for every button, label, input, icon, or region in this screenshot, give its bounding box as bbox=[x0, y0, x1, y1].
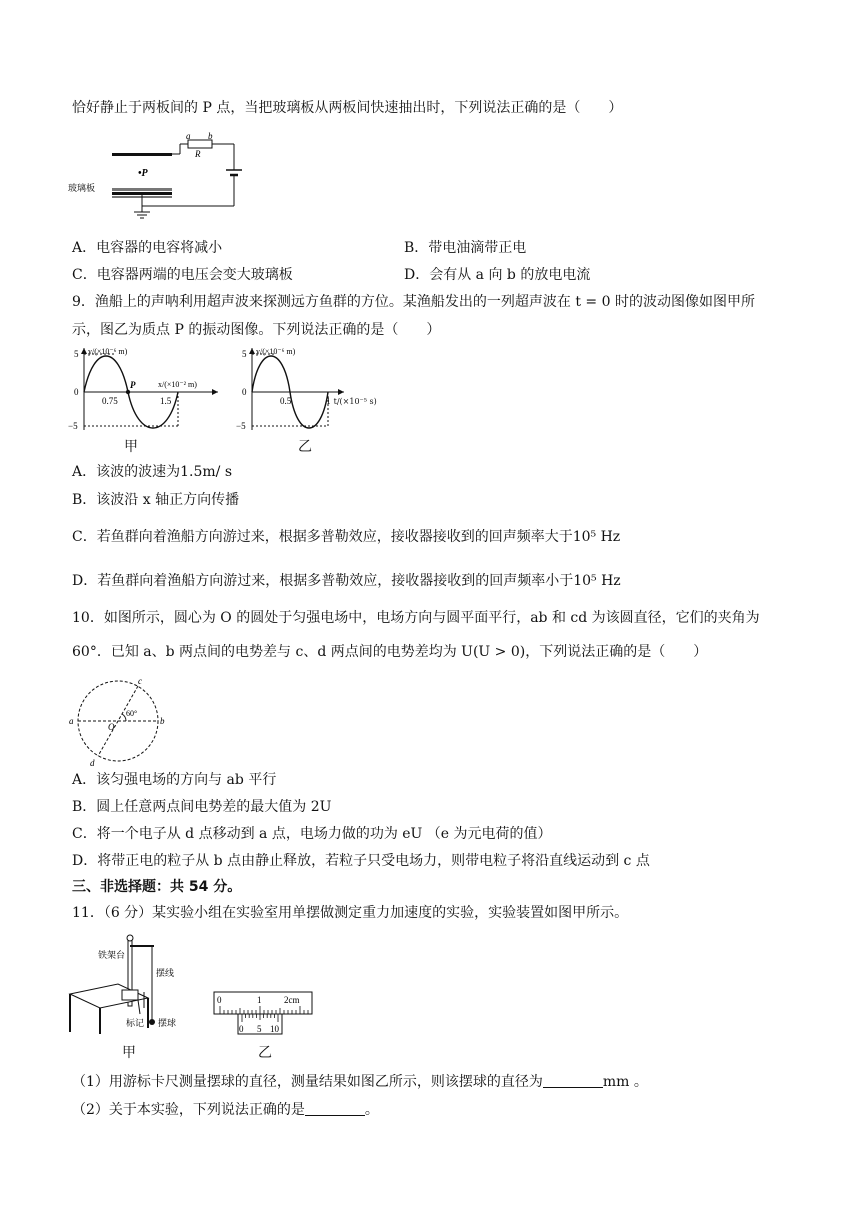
q9-jia-caption: 甲 bbox=[124, 439, 138, 455]
q8-option-c: C．电容器两端的电压会变大玻璃板 bbox=[72, 267, 293, 283]
q8-fig-label-b: b bbox=[208, 131, 213, 141]
q11-stem: 11．（6 分）某实验小组在实验室用单摆做测定重力加速度的实验，实验装置如图甲所示。 bbox=[72, 905, 629, 921]
q11-vernier-vern-0: 0 bbox=[239, 1024, 244, 1034]
q10-fig-angle: 60° bbox=[126, 709, 138, 718]
q11-sub1-answer-blank[interactable] bbox=[543, 1073, 603, 1088]
q9-jia-tick-5: 5 bbox=[74, 349, 79, 359]
q11-pendulum-figure bbox=[68, 928, 188, 1038]
q11-vernier-figure bbox=[212, 988, 316, 1038]
q8-option-a: A．电容器的电容将减小 bbox=[72, 240, 223, 256]
q11-sub2-text: （2）关于本实验，下列说法正确的是 bbox=[72, 1102, 305, 1118]
q11-vernier-vern-10: 10 bbox=[270, 1024, 279, 1034]
q11-sub1-text: （1）用游标卡尺测量摆球的直径，测量结果如图乙所示，则该摆球的直径为 bbox=[72, 1074, 543, 1090]
q9-option-a: A．该波的波速为1.5m/ s bbox=[72, 464, 233, 480]
q8-option-d: D．会有从 a 向 b 的放电电流 bbox=[404, 267, 591, 283]
q11-fig-string: 摆线 bbox=[156, 968, 175, 978]
q9-yi-t-label-wrap bbox=[326, 397, 377, 406]
q10-circle-figure bbox=[66, 674, 170, 768]
q9-yi-tick-05: 0.5 bbox=[280, 396, 292, 406]
q11-yi-caption: 乙 bbox=[258, 1045, 272, 1061]
q9-yi-caption: 乙 bbox=[298, 439, 312, 455]
q10-stem-line2: 60°．已知 a、b 两点间的电势差与 c、d 两点间的电势差均为 U(U > 0)，下列说法正确的是（ ） bbox=[72, 644, 708, 660]
q10-option-a: A．该匀强电场的方向与 ab 平行 bbox=[72, 772, 277, 788]
q10-fig-c: c bbox=[138, 676, 142, 686]
q10-option-d: D．将带正电的粒子从 b 点由静止释放，若粒子只受电场力，则带电粒子将沿直线运动到 c 点 bbox=[72, 853, 650, 869]
q8-fig-label-r: R bbox=[195, 149, 201, 159]
q11-sub2 bbox=[72, 1100, 379, 1120]
q8-stem: 恰好静止于两板间的 P 点，当把玻璃板从两板间快速抽出时，下列说法正确的是（ ） bbox=[72, 100, 623, 116]
q11-sub2-answer-blank[interactable] bbox=[305, 1101, 365, 1116]
q10-fig-d: d bbox=[90, 758, 95, 768]
q9-wave-graph-jia bbox=[68, 344, 228, 432]
q9-jia-y-label: y/(×10⁻⁶ m) bbox=[88, 347, 128, 356]
q8-fig-label-glass: 玻璃板 bbox=[68, 183, 96, 193]
q8-fig-label-a: a bbox=[186, 131, 191, 141]
q9-vibration-graph-yi bbox=[236, 344, 356, 432]
q10-stem-line1: 10．如图所示，圆心为 O 的圆处于匀强电场中，电场方向与圆平面平行，ab 和 cd 为该圆直径，它们的夹角为 bbox=[72, 610, 760, 626]
q10-fig-b: b bbox=[160, 716, 165, 726]
q9-option-c: C．若鱼群向着渔船方向游过来，根据多普勒效应，接收器接收到的回声频率大于10⁵ Hz bbox=[72, 529, 621, 545]
q11-sub1-unit: mm 。 bbox=[602, 1074, 648, 1090]
q9-yi-y-label: y/(×10⁻⁶ m) bbox=[256, 347, 296, 356]
q11-sub2-end: 。 bbox=[364, 1102, 379, 1118]
q11-sub1 bbox=[72, 1072, 648, 1092]
q11-vernier-main-1: 1 bbox=[257, 995, 262, 1005]
q9-jia-tick-m5: −5 bbox=[68, 421, 78, 431]
q9-stem-line2: 示，图乙为质点 P 的振动图像。下列说法正确的是（ ） bbox=[72, 322, 441, 338]
q10-fig-a: a bbox=[69, 716, 74, 726]
q10-fig-o: O bbox=[108, 722, 115, 732]
q9-yi-tick-m5: −5 bbox=[236, 421, 246, 431]
q11-fig-stand: 铁架台 bbox=[98, 950, 126, 960]
q9-jia-point-p: P bbox=[130, 380, 136, 390]
q9-option-d: D．若鱼群向着渔船方向游过来，根据多普勒效应，接收器接收到的回声频率小于10⁵ Hz bbox=[72, 573, 621, 589]
q11-vernier-vern-5: 5 bbox=[257, 1024, 262, 1034]
q11-fig-mark: 标记 bbox=[126, 1018, 145, 1028]
q11-fig-ball: 摆球 bbox=[158, 1018, 177, 1028]
q9-yi-tick-0: 0 bbox=[242, 387, 247, 397]
q9-jia-tick-0: 0 bbox=[74, 387, 79, 397]
q9-jia-tick-15: 1.5 bbox=[160, 396, 172, 406]
q10-option-c: C．将一个电子从 d 点移动到 a 点，电场力做的功为 eU （e 为元电荷的值） bbox=[72, 826, 552, 842]
q8-circuit-figure bbox=[68, 130, 248, 220]
q11-vernier-main-0: 0 bbox=[217, 995, 222, 1005]
section3-heading: 三、非选择题：共 54 分。 bbox=[72, 879, 242, 895]
q9-stem-line1: 9．渔船上的声呐利用超声波来探测远方鱼群的方位。某渔船发出的一列超声波在 t = 0 时的波动图像如图甲所 bbox=[72, 294, 755, 310]
q9-yi-tick-5: 5 bbox=[242, 349, 247, 359]
q8-fig-label-p: •P bbox=[138, 168, 148, 179]
q11-vernier-main-2: 2cm bbox=[284, 995, 300, 1005]
q9-yi-tick-1: 1 bbox=[326, 397, 332, 406]
q9-jia-tick-075: 0.75 bbox=[102, 396, 118, 406]
q8-option-b: B．带电油滴带正电 bbox=[404, 240, 527, 256]
q11-jia-caption: 甲 bbox=[122, 1045, 136, 1061]
q9-option-b: B．该波沿 x 轴正方向传播 bbox=[72, 492, 240, 508]
q9-yi-t-label: t/(×10⁻⁵ s) bbox=[333, 397, 377, 406]
q9-jia-x-label: x/(×10⁻² m) bbox=[158, 380, 197, 389]
q10-option-b: B．圆上任意两点间电势差的最大值为 2U bbox=[72, 799, 332, 815]
